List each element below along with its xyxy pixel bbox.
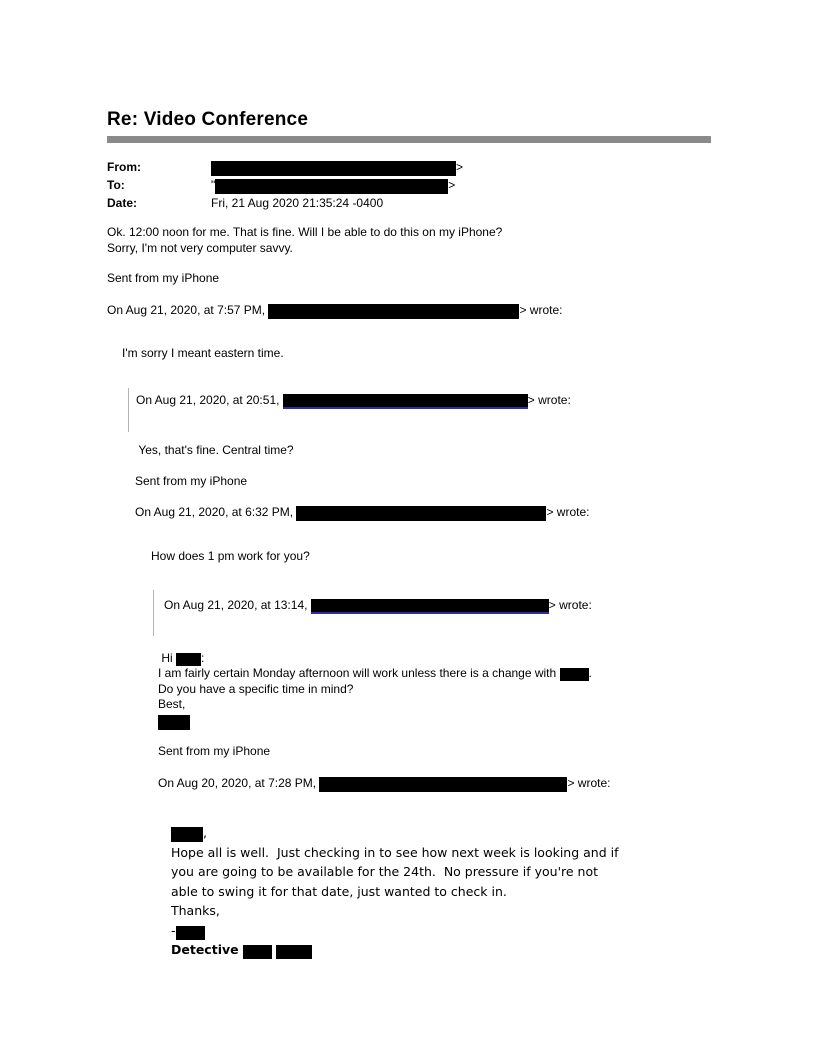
- message-body-reply2: I'm sorry I meant eastern time.: [122, 346, 284, 360]
- body-line: Best,: [158, 697, 186, 711]
- to-label: To:: [107, 178, 125, 192]
- from-suffix: >: [456, 160, 464, 174]
- body-text: I am fairly certain Monday afternoon will work unless there is a change with: [158, 666, 560, 680]
- body-line: Hope all is well. Just checking in to see how next week is looking and if: [171, 844, 619, 860]
- quote-header-suffix: > wrote:: [527, 392, 571, 407]
- salutation-suffix: ,: [203, 825, 207, 840]
- quote-header-level5: [158, 775, 711, 792]
- body-line: Ok. 12:00 noon for me. That is fine. Will I be able to do this on my iPhone?: [107, 225, 503, 239]
- redacted-detective-name-2: [276, 945, 312, 959]
- body-line: able to swing it for that date, just wanted to check in.: [171, 883, 507, 899]
- signature-line: [158, 713, 711, 730]
- title-rule: [107, 136, 711, 143]
- quote-header-level3: [135, 504, 711, 521]
- body-text-suffix: .: [588, 666, 592, 680]
- email-content: [107, 109, 711, 960]
- quote-header-level2: [128, 388, 711, 433]
- signature-title: Detective: [171, 942, 243, 957]
- from-label: From:: [107, 160, 141, 174]
- to-suffix: >: [448, 178, 456, 192]
- to-prefix: ": [211, 178, 216, 192]
- meta-row-to: [107, 176, 711, 194]
- message-body-reply4: How does 1 pm work for you?: [151, 548, 310, 563]
- quote-header-text: On Aug 21, 2020, at 6:32 PM,: [135, 505, 297, 519]
- signature-title-line: [171, 940, 711, 960]
- redacted-quoted-sender: [296, 506, 546, 521]
- signoff-line: [171, 921, 711, 941]
- greeting-suffix: :: [201, 650, 205, 665]
- quote-header-level1: [107, 302, 711, 319]
- redacted-quoted-sender: [319, 777, 567, 792]
- body-line: Thanks,: [171, 903, 220, 918]
- redacted-name: [560, 668, 589, 681]
- iphone-signature: Sent from my iPhone: [107, 271, 220, 285]
- iphone-signature: Sent from my iPhone: [135, 473, 248, 488]
- redacted-quoted-sender: [268, 304, 519, 319]
- date-label: Date:: [107, 196, 138, 210]
- signoff-dash: -: [171, 922, 176, 938]
- quote-header-text: On Aug 21, 2020, at 20:51,: [136, 392, 283, 407]
- iphone-signature: Sent from my iPhone: [158, 744, 271, 758]
- date-value: Fri, 21 Aug 2020 21:35:24 -0400: [211, 196, 384, 210]
- body-line: Do you have a specific time in mind?: [158, 681, 354, 696]
- quote-header-text: On Aug 21, 2020, at 7:57 PM,: [107, 302, 269, 317]
- quote-header-text: On Aug 20, 2020, at 7:28 PM,: [158, 775, 320, 790]
- quote-header-suffix: > wrote:: [548, 598, 592, 612]
- message-body-reply3: Yes, that's fine. Central time?: [135, 443, 294, 457]
- redacted-detective-name-1: [243, 945, 272, 959]
- meta-row-from: [107, 158, 711, 176]
- redacted-to-address: [215, 179, 448, 194]
- email-meta-header: [107, 158, 711, 212]
- redacted-from-address: [211, 161, 456, 176]
- message-body-latest: [107, 225, 711, 256]
- from-value: [211, 158, 463, 176]
- email-subject-title: Re: Video Conference: [107, 109, 309, 130]
- redacted-signoff-name: [176, 926, 205, 940]
- redacted-quoted-sender: [283, 394, 528, 409]
- message-body-reply5: [158, 651, 711, 730]
- redacted-first-name: [176, 653, 201, 666]
- redacted-quoted-sender: [311, 599, 549, 614]
- salutation-line: [171, 823, 711, 843]
- greeting-text: Hi: [158, 650, 177, 665]
- meta-row-date: [107, 194, 711, 212]
- quote-header-text: On Aug 21, 2020, at 13:14,: [164, 598, 311, 612]
- body-line: Sorry, I'm not very computer savvy.: [107, 240, 293, 255]
- body-line: [158, 666, 711, 682]
- body-line: you are going to be available for the 24th. No pressure if you're not: [171, 864, 599, 879]
- to-value: [211, 176, 455, 194]
- quote-header-suffix: > wrote:: [519, 302, 563, 317]
- message-body-reply6: [171, 823, 711, 960]
- quote-header-level4: [153, 590, 711, 636]
- greeting-line: [158, 651, 711, 667]
- quote-header-suffix: > wrote:: [567, 775, 611, 790]
- redacted-signature-name: [158, 715, 190, 730]
- redacted-salutation-name: [171, 827, 203, 842]
- quote-header-suffix: > wrote:: [546, 505, 590, 519]
